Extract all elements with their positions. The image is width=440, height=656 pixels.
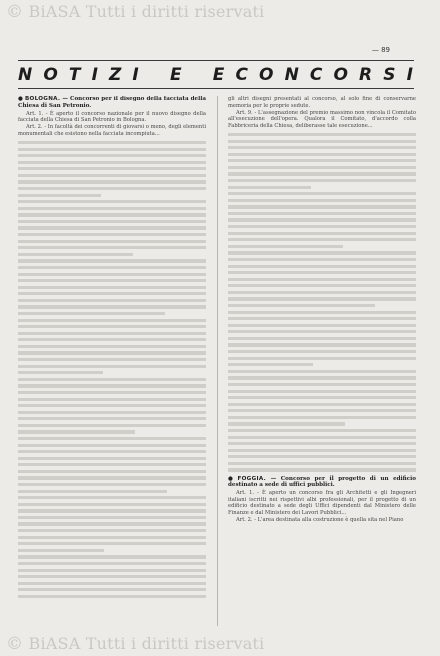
text-line bbox=[228, 284, 416, 287]
text-line bbox=[18, 529, 206, 532]
text-line bbox=[18, 194, 101, 197]
text-line bbox=[18, 167, 206, 170]
text-line bbox=[228, 186, 311, 189]
text-line bbox=[228, 218, 416, 221]
text-line bbox=[18, 332, 206, 335]
text-line bbox=[228, 179, 416, 182]
text-line bbox=[18, 141, 206, 144]
text-line bbox=[18, 213, 206, 216]
text-line bbox=[228, 429, 416, 432]
text-line bbox=[228, 416, 416, 419]
text-line bbox=[18, 569, 206, 572]
text-line bbox=[18, 470, 206, 473]
text-line bbox=[18, 457, 206, 460]
text-line bbox=[228, 245, 343, 248]
text-line bbox=[18, 522, 206, 525]
text-line bbox=[228, 166, 416, 169]
text-line bbox=[18, 240, 206, 243]
text-line bbox=[228, 317, 416, 320]
text-line bbox=[18, 490, 167, 493]
section-subtitle: — Concorso per il disegno della facciata della Chiesa di San Petronio. bbox=[18, 96, 206, 109]
bullet-icon: ● bbox=[18, 96, 23, 102]
text-line bbox=[18, 279, 206, 282]
text-line bbox=[228, 238, 416, 241]
text-line bbox=[228, 337, 416, 340]
page-heading bbox=[18, 64, 414, 86]
text-line bbox=[228, 140, 416, 143]
heading-letter: C bbox=[235, 65, 249, 85]
text-line bbox=[18, 463, 206, 466]
text-line bbox=[18, 299, 206, 302]
text-line bbox=[228, 324, 416, 327]
text-line bbox=[18, 536, 206, 539]
illegible-body-text bbox=[18, 141, 206, 598]
text-line bbox=[18, 253, 133, 256]
text-line bbox=[18, 404, 206, 407]
page-number: — 89 bbox=[371, 46, 390, 54]
watermark-top bbox=[6, 2, 264, 22]
watermark-text: BiASA Tutti i diritti riservati bbox=[28, 2, 265, 21]
text-line bbox=[18, 398, 206, 401]
text-line bbox=[18, 351, 206, 354]
heading-rule-bottom bbox=[18, 88, 414, 89]
column-right bbox=[228, 96, 416, 626]
text-line bbox=[18, 259, 206, 262]
copyright-symbol: © bbox=[6, 634, 24, 654]
text-line bbox=[18, 450, 206, 453]
text-line bbox=[228, 265, 416, 268]
illegible-body-text bbox=[228, 133, 416, 472]
section-title-foggia bbox=[228, 476, 416, 490]
text-line bbox=[18, 207, 206, 210]
heading-letter: R bbox=[359, 65, 374, 85]
watermark-bottom bbox=[6, 634, 264, 654]
text-line bbox=[228, 390, 416, 393]
text-line bbox=[228, 251, 416, 254]
text-line bbox=[228, 343, 416, 346]
text-line bbox=[228, 205, 416, 208]
text-line bbox=[18, 555, 206, 558]
section-title-bologna bbox=[18, 96, 206, 110]
text-line bbox=[228, 409, 416, 412]
text-line bbox=[18, 161, 206, 164]
text-line bbox=[228, 449, 416, 452]
heading-letter: I bbox=[406, 65, 414, 85]
text-line bbox=[18, 424, 206, 427]
heading-letter: O bbox=[259, 65, 275, 85]
heading-letter: E bbox=[169, 65, 183, 85]
text-line bbox=[18, 575, 206, 578]
text-line bbox=[18, 312, 165, 315]
text-line bbox=[18, 582, 206, 585]
text-line bbox=[228, 383, 416, 386]
text-line bbox=[228, 297, 416, 300]
heading-letter: N bbox=[284, 65, 300, 85]
text-line bbox=[18, 417, 206, 420]
bullet-icon: ● bbox=[228, 475, 236, 482]
text-line bbox=[18, 549, 104, 552]
heading-letter: T bbox=[68, 65, 82, 85]
section-city: FOGGIA. bbox=[237, 475, 266, 482]
text-line bbox=[18, 292, 206, 295]
text-line bbox=[228, 153, 416, 156]
text-line bbox=[228, 422, 345, 425]
text-line bbox=[18, 483, 206, 486]
text-line bbox=[18, 371, 103, 374]
text-line bbox=[228, 192, 416, 195]
text-line bbox=[228, 258, 416, 261]
article-paragraph: Art. 1. - È aperto un concorso fra gli Architetti e gli Ingegneri italiani iscritti nei rispettivi albi professionali, per il progetto di un edificio destinato a sede degli Uffici dipendenti dal Ministero delle Finanze e dal Ministero dei Lavori Pubblici... bbox=[228, 490, 416, 516]
text-line bbox=[18, 325, 206, 328]
text-line bbox=[18, 476, 206, 479]
heading-rule-top bbox=[18, 60, 414, 61]
text-line bbox=[18, 562, 206, 565]
text-line bbox=[228, 363, 313, 366]
text-line bbox=[18, 220, 206, 223]
text-line bbox=[18, 391, 206, 394]
text-line bbox=[18, 187, 206, 190]
text-line bbox=[18, 246, 206, 249]
article-paragraph: gli altri disegni presentati al concorso, al solo fine di conservarne memoria per le proprie sedute. bbox=[228, 96, 416, 109]
text-line bbox=[228, 357, 416, 360]
text-line bbox=[228, 225, 416, 228]
text-line bbox=[18, 411, 206, 414]
text-line bbox=[228, 133, 416, 136]
column-divider bbox=[217, 96, 218, 626]
watermark-text: BiASA Tutti i diritti riservati bbox=[28, 634, 265, 653]
text-line bbox=[18, 174, 206, 177]
text-line bbox=[228, 172, 416, 175]
section-subtitle: — Concorso per il progetto di un edificio destinato a sede di uffici pubblici. bbox=[228, 475, 416, 489]
heading-letter: N bbox=[18, 65, 34, 85]
heading-letter: O bbox=[333, 65, 349, 85]
text-line bbox=[18, 365, 206, 368]
text-line bbox=[228, 199, 416, 202]
text-line bbox=[18, 542, 206, 545]
text-line bbox=[228, 436, 416, 439]
text-line bbox=[228, 291, 416, 294]
text-line bbox=[18, 378, 206, 381]
text-line bbox=[228, 212, 416, 215]
text-line bbox=[18, 233, 206, 236]
text-line bbox=[228, 232, 416, 235]
copyright-symbol: © bbox=[6, 2, 24, 22]
text-line bbox=[18, 266, 206, 269]
text-line bbox=[228, 370, 416, 373]
text-line bbox=[228, 330, 416, 333]
text-line bbox=[18, 200, 206, 203]
text-line bbox=[18, 338, 206, 341]
article-paragraph: Art. 2. - In facoltà dei concorrenti di giovarsi o meno, degli elementi monumentali che esistono nella facciata incompiuta... bbox=[18, 124, 206, 137]
text-line bbox=[18, 437, 206, 440]
text-line bbox=[18, 180, 206, 183]
text-line bbox=[18, 430, 135, 433]
text-line bbox=[18, 305, 206, 308]
text-line bbox=[18, 384, 206, 387]
text-line bbox=[18, 358, 206, 361]
text-line bbox=[228, 271, 416, 274]
heading-letter: I bbox=[91, 65, 99, 85]
section-city: BOLOGNA. bbox=[24, 96, 61, 102]
article-paragraph: Art. 1. - È aperto il concorso nazionale per il nuovo disegno della facciata della Chiesa di San Petronio in Bologna. bbox=[18, 110, 206, 124]
text-line bbox=[18, 509, 206, 512]
heading-letter: S bbox=[383, 65, 397, 85]
heading-letter: Z bbox=[109, 65, 123, 85]
text-line bbox=[228, 468, 416, 471]
article-paragraph: Art. 2. - L'area destinata alla costruzione è quella sita nel Piano bbox=[236, 517, 404, 524]
article-paragraph: Art. 9. - L'assegnazione del premio massimo non vincola il Comitato all'esecuzione dell'opera. Qualora il Comitato, d'accordo colla Fabbriceria della Chiesa, deliberasse tale esecuzione... bbox=[228, 109, 416, 129]
text-line bbox=[18, 345, 206, 348]
text-line bbox=[18, 588, 206, 591]
text-line bbox=[18, 286, 206, 289]
text-line bbox=[228, 146, 416, 149]
text-line bbox=[228, 403, 416, 406]
text-line bbox=[18, 148, 206, 151]
text-line bbox=[228, 442, 416, 445]
text-line bbox=[228, 462, 416, 465]
text-line bbox=[228, 396, 416, 399]
text-line bbox=[228, 350, 416, 353]
heading-letter: I bbox=[132, 65, 140, 85]
text-line bbox=[228, 311, 416, 314]
text-line bbox=[228, 278, 416, 281]
text-line bbox=[228, 376, 416, 379]
text-line bbox=[18, 496, 206, 499]
text-line bbox=[18, 503, 206, 506]
text-line bbox=[18, 226, 206, 229]
text-line bbox=[18, 516, 206, 519]
text-line bbox=[18, 444, 206, 447]
text-line bbox=[228, 455, 416, 458]
text-line bbox=[228, 159, 416, 162]
text-line bbox=[18, 154, 206, 157]
text-line bbox=[18, 273, 206, 276]
heading-letter: C bbox=[309, 65, 324, 85]
text-line bbox=[228, 304, 375, 307]
text-line bbox=[18, 319, 206, 322]
heading-letter: O bbox=[43, 65, 59, 85]
heading-letter: E bbox=[212, 65, 226, 85]
text-line bbox=[18, 595, 206, 598]
column-left bbox=[18, 96, 206, 626]
